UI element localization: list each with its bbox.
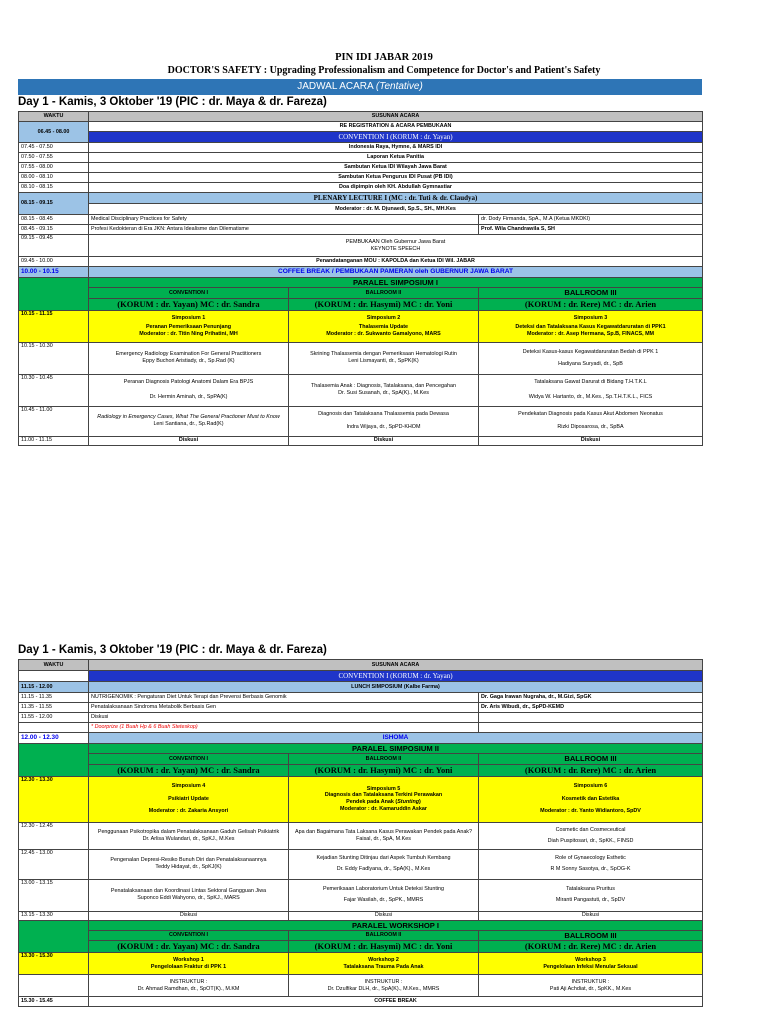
day-heading-2: Day 1 - Kamis, 3 Oktober '19 (PIC : dr. Maya & dr. Fareza) xyxy=(18,644,327,656)
discussion-cell: Diskusi xyxy=(89,911,289,920)
empty-cell xyxy=(19,975,89,997)
discussion-cell: Diskusi xyxy=(89,436,289,445)
symposium-title: Psikiatri Update xyxy=(168,795,209,802)
table-row xyxy=(19,342,703,374)
talk-speaker: Dr. Arlisa Wulandari, dr., SpKJ., M.Kes xyxy=(142,835,235,842)
symposium-moderator: Moderator : dr. Sukwanto Gamalyono, MARS xyxy=(326,330,441,337)
session-cell: Sambutan Ketua Pengurus IDI Pusat (PB IDI) xyxy=(89,173,703,183)
doorprize-note: * Doorprize (1 Buah Hp & 6 Buah Steteskop) xyxy=(89,723,479,733)
talk-title: Pengenalan Depresi-Resiko Bunuh Diri dan Penatalaksanaannya xyxy=(110,857,267,864)
table-row xyxy=(19,132,703,143)
table-row xyxy=(19,193,703,204)
time-cell: 11.15 - 11.35 xyxy=(19,693,89,703)
table-row xyxy=(19,879,703,911)
time-cell: 08.10 - 08.15 xyxy=(19,183,89,193)
korum-label: (KORUM : dr. Rere) MC : dr. Arien xyxy=(479,764,703,776)
moderator-cell: Moderator : dr. M. Djunaedi, Sp.S., SH., MH.Kes xyxy=(89,204,703,215)
table-row xyxy=(19,215,703,225)
instructor-name: Pati Aji Achdiat, dr., SpKK., M.Kes xyxy=(549,985,632,992)
symposium-number: Simposium 3 xyxy=(573,314,608,321)
symposium-number: Simposium 4 xyxy=(171,783,206,790)
instructor-label: INSTRUKTUR : xyxy=(364,978,403,985)
symposium-title: Peranan Pemeriksaan Penunjang xyxy=(145,324,232,331)
table-header xyxy=(19,660,703,671)
room-label: BALLROOM III xyxy=(479,288,703,298)
time-cell: 12.45 - 13.00 xyxy=(19,849,89,879)
time-cell: 11.00 - 11.15 xyxy=(19,436,89,445)
time-cell: 09.15 - 09.45 xyxy=(19,235,89,257)
symposium-title-line2 xyxy=(291,799,476,806)
empty-cell xyxy=(479,723,703,733)
room-label: BALLROOM II xyxy=(289,754,479,764)
talk-cell xyxy=(89,849,289,879)
discussion-cell: Diskusi xyxy=(289,436,479,445)
table-row xyxy=(19,703,703,713)
page-subtitle: DOCTOR'S SAFETY : Upgrading Professionalism and Competence for Doctor's and Patient's Safety xyxy=(167,65,601,76)
empty-cell xyxy=(19,744,89,777)
symposium-cell xyxy=(479,310,703,342)
talk-cell xyxy=(289,849,479,879)
talk-speaker: Diah Puspitosari, dr., SpKK., FINSD xyxy=(547,837,634,844)
talk-speaker: Rizki Diposarosa, dr., SpBA xyxy=(557,424,624,430)
table-row xyxy=(19,288,703,298)
time-cell: 10.00 - 10.15 xyxy=(19,267,89,278)
table-row xyxy=(19,776,703,822)
talk-title: Penggunaan Psikotropika dalam Penatalaksanaan Gaduh Gelisah Psikiatrik xyxy=(97,828,280,835)
col-waktu: WAKTU xyxy=(19,660,89,671)
talk-speaker: Leni Lismayanti, dr., SpPK(K) xyxy=(348,358,419,364)
time-cell: 13.15 - 13.30 xyxy=(19,911,89,920)
room-label: BALLROOM II xyxy=(289,930,479,940)
convention-banner: CONVENTION I (KORUM : dr. Yayan) xyxy=(89,132,703,143)
symposium-title: Diagnosis dan Tatalaksana Terkini Perawakan xyxy=(324,792,443,799)
table-row xyxy=(19,406,703,436)
time-cell: 11.35 - 11.55 xyxy=(19,703,89,713)
korum-label: (KORUM : dr. Hasymi) MC : dr. Yoni xyxy=(289,298,479,310)
title-part: Pendek pada Anak ( xyxy=(346,799,398,805)
talk-title: Radiology in Emergency Cases, What The General Practioner Must to Know xyxy=(97,414,280,421)
table-row xyxy=(19,278,703,288)
ishoma-cell: ISHOMA xyxy=(89,733,703,744)
talk-speaker: Fajar Wasilah, dr., SpPK., MMRS xyxy=(343,897,424,903)
table-row xyxy=(19,744,703,754)
table-row xyxy=(19,930,703,940)
talk-speaker: Widya W. Hartanto, dr., M.Kes., Sp.T.H.T.K.L., FICS xyxy=(528,394,653,400)
empty-cell xyxy=(19,671,89,682)
room-label: BALLROOM III xyxy=(479,930,703,940)
table-row xyxy=(19,764,703,776)
convention-banner: CONVENTION I (KORUM : dr. Yayan) xyxy=(89,671,703,682)
talk-title: Skrining Thalassemia dengan Pemeriksaan Hematologi Rutin xyxy=(310,351,457,358)
talk-title: Pendekatan Diagnosis pada Kasus Akut Abdomen Neonatus xyxy=(518,411,663,418)
talk-speaker: Hadiyana Suryadi, dr., SpB xyxy=(558,360,623,367)
talk-speaker: Dr. Hermin Aminah, dr., SpPA(K) xyxy=(149,394,228,400)
time-cell: 10.15 - 10.30 xyxy=(19,342,89,374)
korum-label: (KORUM : dr. Hasymi) MC : dr. Yoni xyxy=(289,764,479,776)
talk-cell xyxy=(479,342,703,374)
talk-cell xyxy=(479,879,703,911)
table-row xyxy=(19,183,703,193)
topic-cell: Penatalaksanaan Sindroma Metabolik Berbasis Gen xyxy=(89,703,479,713)
session-cell: Indonesia Raya, Hymne, & MARS IDI xyxy=(89,143,703,153)
table-row xyxy=(19,754,703,764)
time-cell: 08.00 - 08.10 xyxy=(19,173,89,183)
table-row xyxy=(19,173,703,183)
symposium-cell xyxy=(479,776,703,822)
instructor-cell xyxy=(289,975,479,997)
talk-title: Emergency Radiology Examination For General Practitioners xyxy=(115,351,262,358)
table-row xyxy=(19,693,703,703)
time-cell: 12.30 - 13.30 xyxy=(19,776,89,822)
table-row xyxy=(19,122,703,132)
talk-cell xyxy=(289,374,479,406)
time-cell: 11.15 - 12.00 xyxy=(19,682,89,693)
table-row xyxy=(19,671,703,682)
talk-title: Penatalaksanaan dan Koordinasi Lintas Sektoral Gangguan Jiwa xyxy=(110,888,267,895)
tentative-label: (Tentative) xyxy=(375,81,423,92)
day-heading-1: Day 1 - Kamis, 3 Oktober '19 (PIC : dr. Maya & dr. Fareza) xyxy=(18,96,327,108)
talk-title: Cosmetic dan Cosmeceutical xyxy=(555,826,626,833)
schedule-table-1 xyxy=(18,111,703,446)
table-row xyxy=(19,975,703,997)
session-cell: RE REGISTRATION & ACARA PEMBUKAAN xyxy=(89,122,703,132)
parallel-banner: PARALEL WORKSHOP I xyxy=(89,920,703,930)
title-part: ) xyxy=(419,799,421,805)
time-cell: 08.15 - 08.45 xyxy=(19,215,89,225)
time-cell: 11.55 - 12.00 xyxy=(19,713,89,723)
session-cell: Penandatanganan MOU : KAPOLDA dan Ketua IDI Wil. JABAR xyxy=(89,257,703,267)
time-cell: 13.00 - 13.15 xyxy=(19,879,89,911)
time-cell: 12.30 - 12.45 xyxy=(19,822,89,849)
time-cell: 13.30 - 15.30 xyxy=(19,953,89,975)
workshop-title: Tatalaksana Trauma Pada Anak xyxy=(343,963,424,970)
korum-label: (KORUM : dr. Yayan) MC : dr. Sandra xyxy=(89,941,289,953)
time-cell: 06.45 - 08.00 xyxy=(19,122,89,143)
table-row xyxy=(19,997,703,1007)
talk-speaker: Faisal, dr., SpA, M.Kes xyxy=(356,835,411,842)
table-row xyxy=(19,143,703,153)
talk-cell xyxy=(289,879,479,911)
table-row xyxy=(19,257,703,267)
col-susunan: SUSUNAN ACARA xyxy=(89,660,703,671)
talk-speaker: Eppy Buchori Aristiady, dr., Sp.Rad (K) xyxy=(142,358,235,364)
table-row xyxy=(19,713,703,723)
time-cell: 10.15 - 11.15 xyxy=(19,310,89,342)
table-row xyxy=(19,298,703,310)
talk-title: Thalasemia Anak : Diagnosis, Tatalaksana, dan Pencegahan xyxy=(311,383,456,390)
talk-speaker: R M Sonny Sasotya, dr., SpOG-K xyxy=(550,866,631,872)
discussion-cell: Diskusi xyxy=(289,911,479,920)
keynote-label: KEYNOTE SPEECH xyxy=(370,245,421,252)
parallel-banner: PARALEL SIMPOSIUM II xyxy=(89,744,703,754)
title-part: Stunting xyxy=(397,799,420,805)
speaker-cell: Prof. Wila Chandrawila S, SH xyxy=(479,225,703,235)
symposium-cell xyxy=(89,310,289,342)
opening-label: PEMBUKAAN Oleh Gubernur Jawa Barat xyxy=(345,238,446,245)
session-cell: Sambutan Ketua IDI Wilayah Jawa Barat xyxy=(89,163,703,173)
topic-cell: NUTRIGENOMIK : Pengaturan Diet Untuk Terapi dan Prevensi Berbasis Genomik xyxy=(89,693,479,703)
coffee-break-cell: COFFEE BREAK xyxy=(89,997,703,1007)
jadwal-label: JADWAL ACARA xyxy=(297,81,374,92)
symposium-number: Simposium 5 xyxy=(366,785,401,792)
room-label: CONVENTION I xyxy=(89,754,289,764)
schedule-table-2 xyxy=(18,659,703,1007)
talk-cell xyxy=(479,822,703,849)
discussion-cell: Diskusi xyxy=(479,911,703,920)
talk-speaker: Dr. Eddy Fadlyana, dr., SpA(K)., M.Kes xyxy=(336,866,431,872)
symposium-moderator: Moderator : dr. Kamaruddin Askar xyxy=(340,805,427,812)
korum-label: (KORUM : dr. Hasymi) MC : dr. Yoni xyxy=(289,941,479,953)
session-cell xyxy=(89,235,703,257)
time-cell: 07.50 - 07.55 xyxy=(19,153,89,163)
instructor-label: INSTRUKTUR : xyxy=(169,978,208,985)
time-cell: 08.15 - 09.15 xyxy=(19,193,89,215)
page-title: PIN IDI JABAR 2019 xyxy=(335,52,433,63)
table-row xyxy=(19,822,703,849)
speaker-cell: Dr. Aris Wibudi, dr., SpPD-KEMD xyxy=(479,703,703,713)
session-cell: Laporan Ketua Panitia xyxy=(89,153,703,163)
instructor-name: Dr. Dzulfikar DLH, dr., SpA(K)., M.Kes., MMRS xyxy=(327,985,440,992)
col-waktu: WAKTU xyxy=(19,112,89,122)
talk-cell xyxy=(289,406,479,436)
symposium-number: Simposium 1 xyxy=(171,314,206,321)
plenary-title: PLENARY LECTURE I (MC : dr. Tuti & dr. Claudya) xyxy=(89,193,703,204)
talk-title: Pemeriksaan Laboratorium Untuk Deteksi Stunting xyxy=(322,886,445,893)
workshop-number: Workshop 2 xyxy=(368,956,399,963)
talk-title: Diagnosis dan Tatalaksana Thalassemia pada Dewasa xyxy=(318,411,449,418)
talk-cell xyxy=(89,879,289,911)
workshop-number: Workshop 1 xyxy=(173,956,204,963)
table-row xyxy=(19,436,703,445)
topic-cell: Profesi Kedokteran di Era JKN: Antara Idealisme dan Dilematisme xyxy=(89,225,479,235)
symposium-number: Simposium 2 xyxy=(366,314,401,321)
table-row xyxy=(19,733,703,744)
empty-cell xyxy=(19,278,89,311)
talk-speaker: Indra Wijaya, dr., SpPD-KHOM xyxy=(346,424,421,430)
room-label: BALLROOM II xyxy=(289,288,479,298)
talk-title: Kejadian Stunting Ditinjau dari Aspek Tumbuh Kembang xyxy=(316,855,451,862)
room-label: BALLROOM III xyxy=(479,754,703,764)
time-cell: 07.55 - 08.00 xyxy=(19,163,89,173)
time-cell: 08.45 - 09.15 xyxy=(19,225,89,235)
talk-cell xyxy=(89,406,289,436)
time-cell: 07.45 - 07.50 xyxy=(19,143,89,153)
talk-cell xyxy=(89,374,289,406)
room-label: CONVENTION I xyxy=(89,930,289,940)
topic-cell: Diskusi xyxy=(89,713,479,723)
instructor-name: Dr. Ahmad Ramdhan, dr., SpOT(K)., M.KM xyxy=(137,985,240,992)
workshop-cell xyxy=(289,953,479,975)
table-row xyxy=(19,723,703,733)
time-cell: 15.30 - 15.45 xyxy=(19,997,89,1007)
talk-speaker: Teddy Hidayat, dr., SpKJ(K) xyxy=(155,864,222,870)
workshop-number: Workshop 3 xyxy=(575,956,606,963)
instructor-cell xyxy=(479,975,703,997)
speaker-cell: dr. Dody Firmanda, SpA., M.A (Ketua MKDKI) xyxy=(479,215,703,225)
symposium-moderator: Moderator : dr. Zakaria Ansyori xyxy=(148,808,229,815)
table-row xyxy=(19,267,703,278)
workshop-cell xyxy=(89,953,289,975)
table-row xyxy=(19,374,703,406)
symposium-title: Thalasemia Update xyxy=(358,324,409,331)
table-header xyxy=(19,112,703,122)
time-cell: 09.45 - 10.00 xyxy=(19,257,89,267)
table-row xyxy=(19,953,703,975)
col-susunan: SUSUNAN ACARA xyxy=(89,112,703,122)
time-cell: 12.00 - 12.30 xyxy=(19,733,89,744)
talk-cell xyxy=(479,849,703,879)
talk-cell xyxy=(479,406,703,436)
coffee-break-cell: COFFEE BREAK / PEMBUKAAN PAMERAN oleh GUBERNUR JAWA BARAT xyxy=(89,267,703,278)
symposium-moderator: Moderator : dr. Titin Ning Prihatini, MH xyxy=(139,330,238,337)
talk-title: Tatalaksana Gawat Darurat di Bidang T.H.T.K.L xyxy=(534,379,647,386)
empty-cell xyxy=(19,723,89,733)
table-row xyxy=(19,204,703,215)
table-row xyxy=(19,310,703,342)
symposium-number: Simposium 6 xyxy=(573,783,608,790)
talk-title: Peranan Diagnosis Patologi Anatomi Dalam Era BPJS xyxy=(123,379,254,386)
table-row xyxy=(19,911,703,920)
table-row xyxy=(19,163,703,173)
symposium-cell xyxy=(89,776,289,822)
symposium-moderator: Moderator : dr. Asep Hermana, Sp.B, FINACS, MM xyxy=(526,330,655,337)
workshop-title: Pengelolaan Infeksi Menular Seksual xyxy=(543,963,638,970)
talk-title: Deteksi Kasus-kasus Kegawatdaruratan Bedah di PPK 1 xyxy=(522,348,659,355)
session-cell: Doa dipimpin oleh KH. Abdullah Gymnastiar xyxy=(89,183,703,193)
workshop-title: Pengelolaan Fraktur di PPK 1 xyxy=(150,963,227,970)
talk-cell xyxy=(479,374,703,406)
korum-label: (KORUM : dr. Yayan) MC : dr. Sandra xyxy=(89,764,289,776)
instructor-label: INSTRUKTUR : xyxy=(571,978,610,985)
time-cell: 10.30 - 10.45 xyxy=(19,374,89,406)
talk-speaker: Miranti Pangastuti, dr., SpDV xyxy=(555,897,626,903)
table-row xyxy=(19,920,703,930)
korum-label: (KORUM : dr. Rere) MC : dr. Arien xyxy=(479,941,703,953)
korum-label: (KORUM : dr. Yayan) MC : dr. Sandra xyxy=(89,298,289,310)
symposium-moderator: Moderator : dr. Yanto Widiantoro, SpDV xyxy=(540,808,641,815)
empty-cell xyxy=(479,713,703,723)
talk-title: Role of Gynaecology Esthetic xyxy=(555,855,626,862)
talk-cell xyxy=(89,342,289,374)
korum-label: (KORUM : dr. Rere) MC : dr. Arien xyxy=(479,298,703,310)
table-row xyxy=(19,235,703,257)
talk-speaker: Suponco Eddi Wahyono, dr., SpKJ., MARS xyxy=(137,895,240,901)
symposium-cell xyxy=(289,776,479,822)
table-row xyxy=(19,225,703,235)
talk-speaker: Dr. Susi Susanah, dr., SpA(K)., M.Kes xyxy=(338,390,429,396)
talk-title: Tatalaksana Pruritus xyxy=(566,886,615,893)
instructor-cell xyxy=(89,975,289,997)
workshop-cell xyxy=(479,953,703,975)
parallel-banner: PARALEL SIMPOSIUM I xyxy=(89,278,703,288)
table-row xyxy=(19,153,703,163)
talk-cell xyxy=(289,342,479,374)
talk-cell xyxy=(289,822,479,849)
discussion-cell: Diskusi xyxy=(479,436,703,445)
symposium-cell xyxy=(289,310,479,342)
talk-cell xyxy=(89,822,289,849)
speaker-cell: Dr. Gaga Irawan Nugraha, dr., M.Gizi, SpGK xyxy=(479,693,703,703)
time-cell: 10.45 - 11.00 xyxy=(19,406,89,436)
jadwal-banner xyxy=(18,79,702,95)
room-label: CONVENTION I xyxy=(89,288,289,298)
empty-cell xyxy=(19,920,89,953)
symposium-title: Kosmetik dan Estetika xyxy=(561,795,620,802)
lunch-symposium-cell: LUNCH SIMPOSIUM (Kalbe Farma) xyxy=(89,682,703,693)
talk-speaker: Leni Santiana, dr., Sp.Rad(K) xyxy=(153,421,224,427)
table-row xyxy=(19,849,703,879)
table-row xyxy=(19,682,703,693)
symposium-title: Deteksi dan Tatalaksana Kasus Kegawatdaruratan di PPK1 xyxy=(515,324,666,331)
talk-title: Apa dan Bagaimana Tata Laksana Kasus Perawakan Pendek pada Anak? xyxy=(294,828,473,835)
table-row xyxy=(19,941,703,953)
topic-cell: Medical Disciplinary Practices for Safety xyxy=(89,215,479,225)
